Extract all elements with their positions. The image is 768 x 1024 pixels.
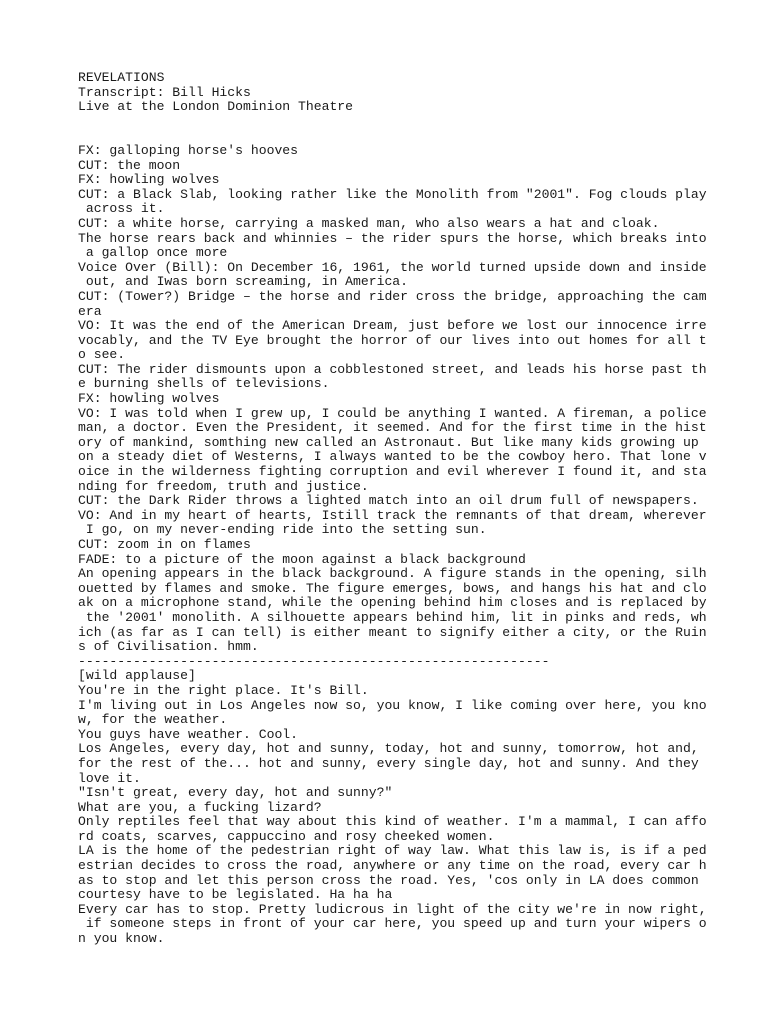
separator-line: ------------------------------------------------------------ <box>78 653 550 669</box>
text-line: nding for freedom, truth and justice. <box>78 478 369 494</box>
text-line: s of Civilisation. hmm. <box>78 639 259 655</box>
text-line: An opening appears in the black background. A figure stands in the opening, silh <box>78 566 707 582</box>
text-line: "Isn't great, every day, hot and sunny?" <box>78 785 393 801</box>
text-line: CUT: (Tower?) Bridge – the horse and rider cross the bridge, approaching the cam <box>78 288 707 304</box>
text-line: across it. <box>78 201 165 217</box>
document-header <box>78 71 768 144</box>
text-line: estrian decides to cross the road, anywhere or any time on the road, every car h <box>78 858 707 874</box>
text-line: LA is the home of the pedestrian right of way law. What this law is, is if a ped <box>78 843 707 859</box>
header-line <box>78 129 768 144</box>
text-line: e burning shells of televisions. <box>78 376 330 392</box>
text-line: ak on a microphone stand, while the opening behind him closes and is replaced by <box>78 595 707 611</box>
text-line: the '2001' monolith. A silhouette appears behind him, lit in pinks and reds, wh <box>78 609 707 625</box>
text-line: man, a doctor. Even the President, it seemed. And for the first time in the hist <box>78 420 707 436</box>
text-line: I go, on my never-ending ride into the setting sun. <box>78 522 487 538</box>
text-line: CUT: the moon <box>78 157 181 173</box>
text-line: CUT: The rider dismounts upon a cobblestoned street, and leads his horse past th <box>78 361 707 377</box>
text-line: What are you, a fucking lizard? <box>78 799 322 815</box>
text-line: on a steady diet of Westerns, I always wanted to be the cowboy hero. That lone v <box>78 449 707 465</box>
text-line: VO: And in my heart of hearts, Istill track the remnants of that dream, wherever <box>78 507 707 523</box>
text-line: Only reptiles feel that way about this kind of weather. I'm a mammal, I can affo <box>78 814 707 830</box>
text-line: o see. <box>78 347 126 363</box>
text-line: era <box>78 303 102 319</box>
document-body <box>78 144 768 947</box>
text-line: VO: I was told when I grew up, I could be anything I wanted. A fireman, a police <box>78 405 707 421</box>
text-line: FX: galloping horse's hooves <box>78 142 299 158</box>
text-line: as to stop and let this person cross the road. Yes, 'cos only in LA does common <box>78 872 699 888</box>
text-line: FADE: to a picture of the moon against a black background <box>78 551 526 567</box>
transcript-page <box>78 71 768 947</box>
text-line: Every car has to stop. Pretty ludicrous in light of the city we're in now right, <box>78 901 707 917</box>
header-line: Transcript: Bill Hicks <box>78 84 251 100</box>
text-line: oice in the wilderness fighting corruption and evil wherever I found it, and sta <box>78 464 707 480</box>
text-line: if someone steps in front of your car here, you speed up and turn your wipers o <box>78 916 707 932</box>
text-line: ich (as far as I can tell) is either meant to signify either a city, or the Ruin <box>78 624 707 640</box>
text-line: I'm living out in Los Angeles now so, you know, I like coming over here, you kno <box>78 697 707 713</box>
text-line: FX: howling wolves <box>78 172 220 188</box>
header-line: Live at the London Dominion Theatre <box>78 99 354 115</box>
text-line: FX: howling wolves <box>78 391 220 407</box>
text-line: CUT: the Dark Rider throws a lighted match into an oil drum full of newspapers. <box>78 493 699 509</box>
text-line: out, and Iwas born screaming, in America. <box>78 274 409 290</box>
text-line: love it. <box>78 770 141 786</box>
text-line: vocably, and the TV Eye brought the horror of our lives into out homes for all t <box>78 332 707 348</box>
text-line: CUT: a Black Slab, looking rather like the Monolith from "2001". Fog clouds play <box>78 186 707 202</box>
text-line: The horse rears back and whinnies – the rider spurs the horse, which breaks into <box>78 230 707 246</box>
text-line: CUT: a white horse, carrying a masked man, who also wears a hat and cloak. <box>78 215 660 231</box>
text-line: rd coats, scarves, cappuccino and rosy cheeked women. <box>78 828 495 844</box>
text-line: for the rest of the... hot and sunny, every single day, hot and sunny. And they <box>78 755 699 771</box>
text-line: Voice Over (Bill): On December 16, 1961, the world turned upside down and inside <box>78 259 707 275</box>
text-line: [wild applause] <box>78 668 196 684</box>
text-line: You're in the right place. It's Bill. <box>78 682 369 698</box>
text-line: Los Angeles, every day, hot and sunny, today, hot and sunny, tomorrow, hot and, <box>78 741 699 757</box>
text-line: courtesy have to be legislated. Ha ha ha <box>78 887 393 903</box>
text-line: VO: It was the end of the American Dream, just before we lost our innocence irre <box>78 318 707 334</box>
text-line: You guys have weather. Cool. <box>78 726 299 742</box>
header-line <box>78 115 768 130</box>
text-line: ory of mankind, somthing new called an Astronaut. But like many kids growing up <box>78 434 699 450</box>
text-line: n you know. <box>78 931 165 947</box>
text-line: a gallop once more <box>78 245 228 261</box>
text-line: w, for the weather. <box>78 712 228 728</box>
document-title: REVELATIONS <box>78 70 165 85</box>
text-line: CUT: zoom in on flames <box>78 537 251 552</box>
text-line: ouetted by flames and smoke. The figure emerges, bows, and hangs his hat and clo <box>78 580 707 596</box>
